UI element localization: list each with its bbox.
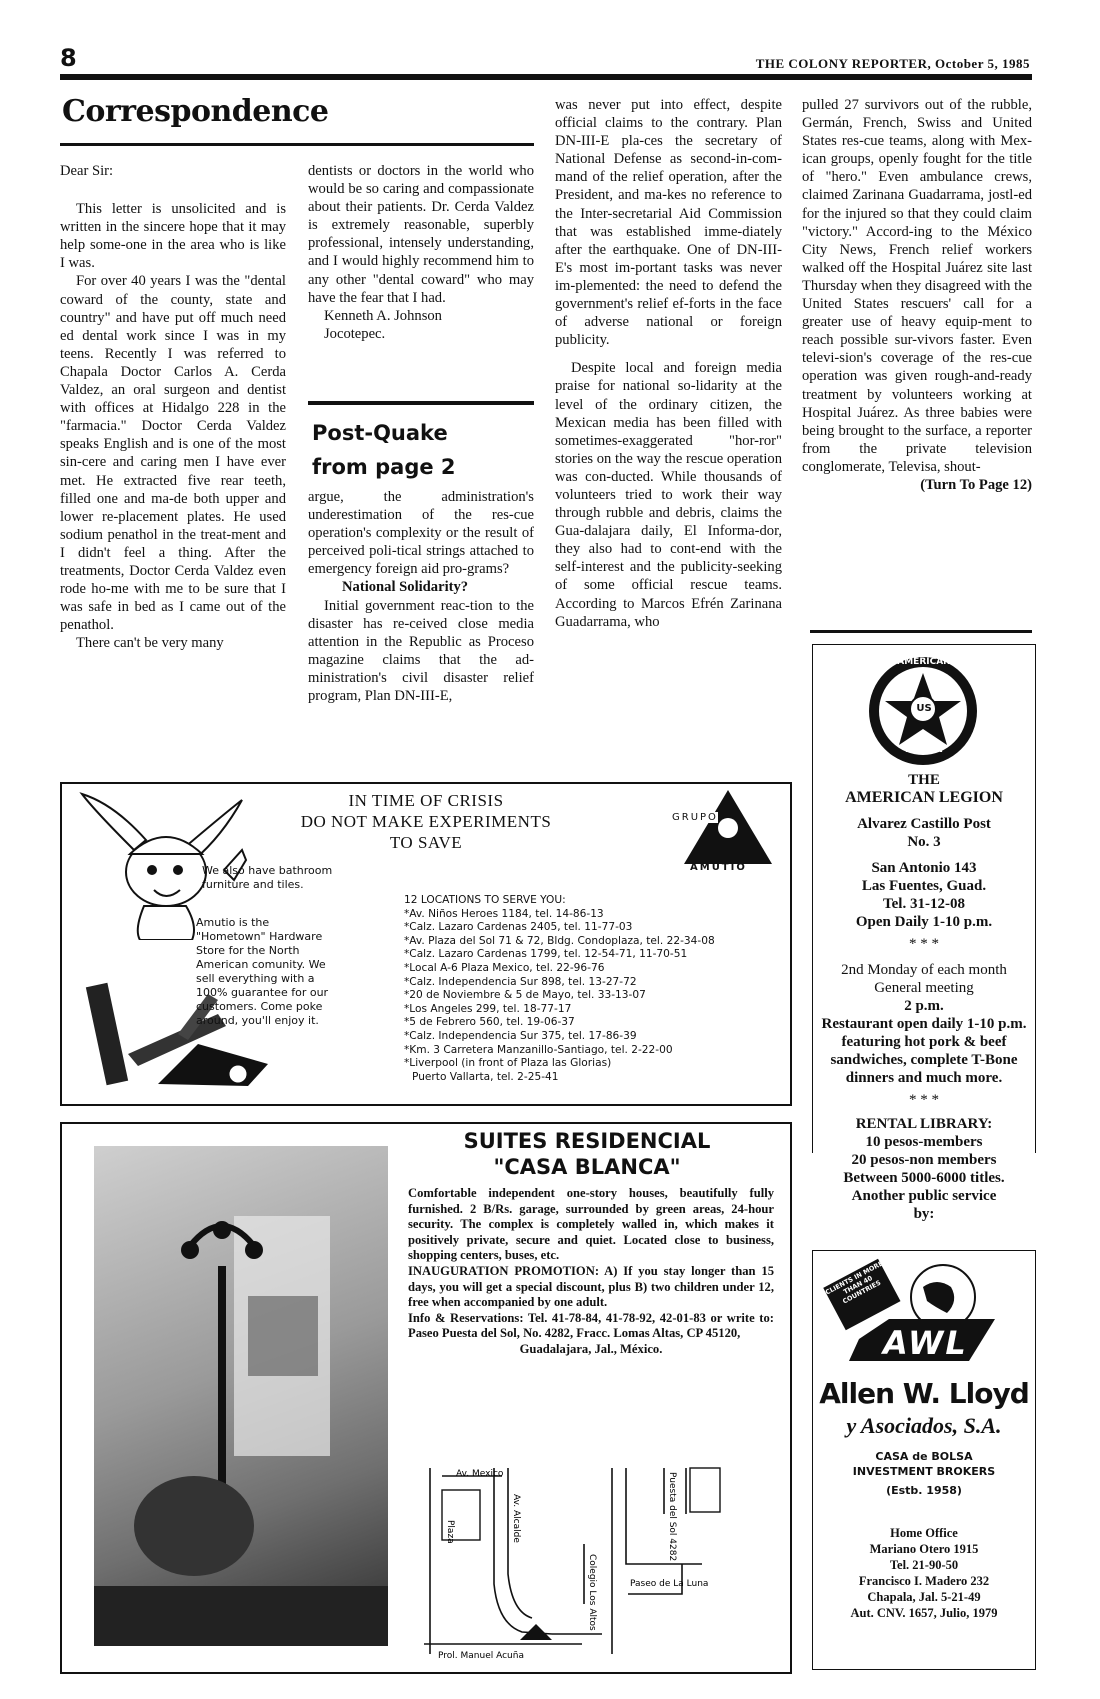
location-item: Puerto Vallarta, tel. 2-25-41 [412,1070,559,1083]
lamp-post-illustration [94,1146,388,1646]
location-item: *Liverpool (in front of Plaza las Glorias) [404,1057,612,1070]
lloyd-address: Francisco I. Madero 232 [858,1574,990,1588]
location-item: *Calz. Lazaro Cardenas 2405, tel. 11-77-03 [404,921,633,934]
locations-title: 12 LOCATIONS TO SERVE YOU: [404,894,566,906]
lloyd-firm: CASA de BOLSA [875,1450,973,1463]
american-legion-ad [812,644,1036,1222]
lloyd-chapala: Chapala, Jal. 5-21-49 [867,1590,981,1604]
awl-logo-text: AWL [883,1324,968,1362]
logo-bottom-text: AMUTIO [690,862,747,873]
lloyd-details [813,1449,1035,1498]
location-item: *Calz. Independencia Sur 898, tel. 13-27-72 [404,975,637,988]
legion-restaurant: Restaurant open daily 1-10 p.m. featuring hot pork & beef sandwiches, complete T-Bone dinners and much more. [821,1016,1027,1086]
post-quake-headline [312,416,532,484]
location-map [402,1454,782,1664]
headline-line: from page 2 [312,455,456,479]
suites-title [392,1128,782,1180]
article-paragraph: Initial government reac-tion to the disaster has re-ceived close media attention in the Republic as Proceso magazine claims that the ad-ministration's civil disaster relief program, Plan DN-III-E, [308,597,534,705]
headline-line: TO SAVE [389,833,463,852]
grupo-amutio-logo [672,784,784,874]
section-title: Correspondence [62,94,329,129]
location-item: *Calz. Independencia Sur 375, tel. 17-86-39 [404,1029,637,1042]
allen-lloyd-ad [812,1250,1036,1670]
location-item: *Av. Plaza del Sol 71 & 72, Bldg. Condoplaza, tel. 22-34-08 [404,934,715,947]
lloyd-firm: INVESTMENT BROKERS [852,1465,996,1478]
amutio-blurb: Amutio is the "Hometown" Hardware Store for the North American comunity. We sell everything with a 100% guarantee for our customers. Come poke around, you'll enjoy it. [196,916,329,1027]
location-item: *Km. 3 Carretera Manzanillo-Santiago, tel. 2-22-00 [404,1043,673,1056]
logo-top-text: GRUPO [672,812,718,823]
legion-library: 10 pesos-members [865,1134,983,1150]
suites-ad [60,1122,792,1674]
suites-description: Comfortable independent one-story houses, beautifully fully furnished. 2 B/Rs. garage, surrounded by green areas, 24-hour security. The complex is completely walled in, which makes it positively private, secure and quiet. Located close to business, shopping centers, buses, etc. [408,1186,774,1263]
map-label-puesta: Puesta del Sol 4282 [667,1472,677,1562]
seal-top-text: AMERICAN [897,657,951,667]
legion-meeting: 2nd Monday of each month [841,962,1007,978]
letter-column-1 [60,162,286,652]
headline-line: Post-Quake [312,421,448,445]
legion-name: AMERICAN LEGION [845,789,1003,806]
seal-center-text: US [916,703,932,714]
map-label-prol: Prol. Manuel Acuña [438,1651,524,1661]
map-label-paseo: Paseo de La Luna [630,1579,709,1589]
legion-meeting: General meeting [874,980,974,996]
post-quake-column-2 [308,488,534,705]
legion-address: Las Fuentes, Guad. [861,878,987,894]
legion-library: Another public service [851,1188,997,1204]
lloyd-name: Allen W. Lloyd [819,1377,1029,1410]
map-label-av-alcalde: Av. Alcalde [511,1494,521,1543]
amutio-ad [60,782,792,1106]
headline-line: IN TIME OF CRISIS [348,791,504,810]
legion-post: Alvarez Castillo Post [857,816,991,832]
title-line: "CASA BLANCA" [493,1155,681,1179]
locations-list [404,894,715,1084]
letter-column-2 [308,162,534,343]
legion-divider: * * * [909,936,939,952]
title-rule [60,143,534,146]
header-rule [60,74,1032,80]
headline-line: DO NOT MAKE EXPERIMENTS [300,812,552,831]
bathroom-note: We also have bathroom furniture and tiles. [202,864,333,891]
story-divider [308,401,534,405]
suites-promotion: INAUGURATION PROMOTION: A) If you stay longer than 15 days, you will get a special discount, plus B) two children under 12, free when accompanied by one adult. [408,1263,774,1310]
triangle-logo-icon [672,784,784,874]
article-paragraph: pulled 27 survivors out of the rubble, Germán, French, Swiss and United States res-cue teams, along with Mex-ican groups, openly fought for the title of "hero." Even ambulance crews, claimed Zarinana Guadarrama, jostl-ed for the injured so that they could claim "victory." Accord-ing to the México City News, French relief workers walked off the Hospital Juárez site last Thursday when they disagreed with the United States rescuers' call for a greater use of heavy equip-ment to reach possible sur-vivors faster. Even televi-sion's coverage of the res-cue operation was given rough-and-ready treatment by volunteers working at Hospital Juárez. As three babies were being brought to the surface, a reporter from the private television conglomerate, Televisa, shout- [802,97,1032,475]
legion-library: 20 pesos-non members [851,1152,997,1168]
legion-library-title: RENTAL LIBRARY: [855,1116,993,1132]
lloyd-tel: Tel. 21-90-50 [889,1558,959,1572]
awl-badge-text: CLIENTS IN MORE THAN 40 COUNTRIES [824,1259,885,1306]
seal-bottom-text: LEGION [905,745,943,755]
suites-contact: Info & Reservations: Tel. 41-78-84, 41-78-92, 42-01-83 or write to: Paseo Puesta del Sol, No. 4282, Fracc. Lomas Altas, CP 45120, [408,1310,774,1341]
location-item: *Av. Niños Heroes 1184, tel. 14-86-13 [404,907,604,920]
running-head: THE COLONY REPORTER, October 5, 1985 [755,56,1030,71]
article-paragraph: Despite local and foreign media praise for national so-lidarity at the level of the ordinary citizen, the Mexican media has been filled with sometimes-exaggerated "hor-ror" stories on the way the rescue operation was con-ducted. While thousands of volunteers tried to work their way through rubble and debris, claims the Gua-dalajara daily, El Informa-dor, they also had to cont-end with the self-interest and the publicity-seeking of some official rescue teams. According to Marcos Efrén Zarinana Guadarrama, who [555,360,782,630]
post-quake-column-4 [802,96,1032,494]
legion-library: Between 5000-6000 titles. [843,1170,1005,1186]
lloyd-addresses [813,1525,1035,1621]
map-label-colegio: Colegio Los Altos [587,1554,597,1631]
legion-divider: * * * [909,1092,939,1108]
letter-paragraph: There can't be very many [76,635,224,652]
lloyd-home-office: Home Office [890,1526,958,1540]
post-quake-column-3 [555,96,782,631]
location-item: *Calz. Lazaro Cardenas 1799, tel. 12-54-71, 11-70-51 [404,948,688,961]
suites-body [408,1186,774,1358]
legion-hours: Open Daily 1-10 p.m. [855,914,993,930]
letter-salutation: Dear Sir: [60,163,114,179]
location-item: *5 de Febrero 560, tel. 19-06-37 [404,1016,575,1029]
location-item: *Local A-6 Plaza Mexico, tel. 22-96-76 [404,961,605,974]
letter-signature-place: Jocotepec. [324,325,386,342]
letter-paragraph: For over 40 years I was the "dental coward of the county, state and country" and have put off much need ed dental work since I was in my teens. Recently I was referred to Chapala Doctor Carlos A. Cerda Valdez, an oral surgeon and dentist with offices at Hidalgo 228 in the "farmacia." Doctor Cerda Valdez speaks English and is one of the most sin-cere and caring men I have ever met. He extracted five rear teeth, filled one and ma-de both upper and lower re-placement plates. He used sodium penathol in the treat-ment and I didn't feel a thing. After the treatments, Doctor Cerda Valdez even rode ho-me with me to be sure that I was safe in bed as I came out of the penathol. [60,273,286,634]
legion-text [817,771,1031,1223]
map-label-plaza: Plaza [445,1520,455,1544]
column-4-rule [810,630,1032,633]
continued-line: (Turn To Page 12) [920,476,1032,493]
letter-paragraph: This letter is unsolicited and is written in the sincere hope that it may help some-one in the area who is like I was. [60,201,286,272]
letter-paragraph: dentists or doctors in the world who would be so caring and compassionate about their patients. Dr. Cerda Valdez is extremely reasonable, superbly professional, intensely understanding, and I would highly recommend him to any other "dental coward" who may have the fear that I had. [308,163,534,306]
location-item: *20 de Noviembre & 5 de Mayo, tel. 33-13-07 [404,989,646,1002]
lloyd-script: y Asociados, S.A. [846,1413,1002,1438]
title-line: SUITES RESIDENCIAL [463,1129,711,1153]
building-photo [94,1146,388,1646]
legion-address: San Antonio 143 [871,860,977,876]
lloyd-established: (Estb. 1958) [886,1484,962,1497]
location-item: *Los Angeles 299, tel. 18-77-17 [404,1002,572,1015]
suites-city: Guadalajara, Jal., México. [519,1341,663,1356]
legion-library: by: [913,1206,935,1222]
letter-signature-name: Kenneth A. Johnson [324,307,442,324]
legion-the: THE [908,772,940,788]
article-paragraph: was never put into effect, despite official claims to the contrary. Plan DN-III-E pla-ces the secretary of National Defense as second-in-com-mand of the relief operation, after the President, and ma-kes no reference to the Inter-secretarial Aid Commission that was established imme-diately after the earthquake. One of DN-III-E's most im-portant tasks was never im-plemented: the need to defend the government's relief ef-forts in the face of adverse national or foreign publicity. [555,97,782,349]
legion-tel: Tel. 31-12-08 [883,896,965,912]
legion-meeting: 2 p.m. [904,998,944,1014]
article-paragraph: argue, the administration's underestimation of the res-cue operation's complexity or the result of perceived poli-tical strings attached to emergency foreign aid pro-grams? [308,489,534,578]
page-number: 8 [60,44,77,72]
legion-post-no: No. 3 [907,834,941,850]
lloyd-address: Mariano Otero 1915 [869,1542,979,1556]
lloyd-authorization: Aut. CNV. 1657, Julio, 1979 [850,1606,998,1620]
article-subhead: National Solidarity? [342,579,469,596]
map-label-av-mexico: Av. Mexico [456,1469,504,1479]
